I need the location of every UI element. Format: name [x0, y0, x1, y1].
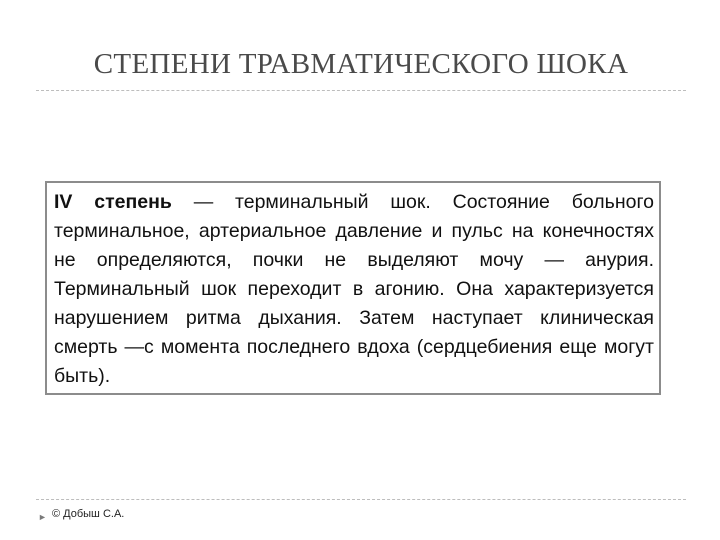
slide-title: СТЕПЕНИ ТРАВМАТИЧЕСКОГО ШОКА: [93, 48, 629, 80]
title-divider: [36, 90, 686, 91]
footer-copyright: © Добыш С.А.: [52, 508, 125, 520]
footer-divider: [36, 499, 686, 500]
body-text: [54, 188, 654, 391]
bullet-icon: ►: [38, 512, 47, 522]
body-main: — терминальный шок. Состояние больного терминальное, артериальное давление и пульс на конечностях не определяются, почки не выделяют мочу — анурия. Терминальный шок переходит в агонию. Она характеризуется нарушением ритма дыхания. Затем наступает клиническая смерть —с момента последнего вдоха (сердцебиения еще могут быть).: [54, 191, 654, 387]
body-lead: IV степень: [54, 191, 172, 213]
